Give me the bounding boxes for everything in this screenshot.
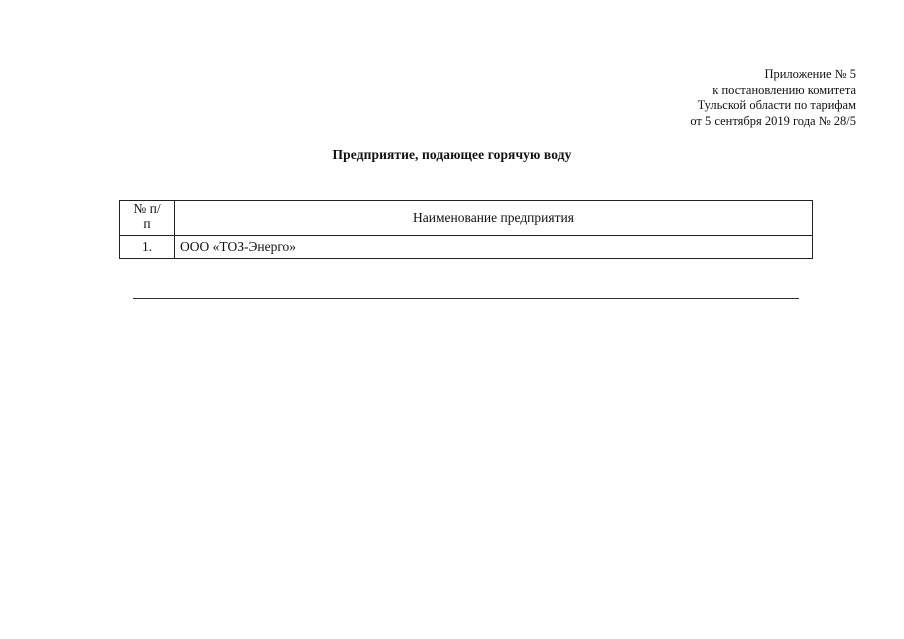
appendix-line-4: от 5 сентября 2019 года № 28/5 xyxy=(690,113,856,128)
enterprises-table xyxy=(119,200,813,259)
appendix-block xyxy=(690,67,856,129)
header-number-line-1: № п/ xyxy=(133,201,161,216)
appendix-line-3: Тульской области по тарифам xyxy=(697,98,856,112)
header-number-line-2: п xyxy=(143,216,151,231)
row-enterprise-name: ООО «ТОЗ-Энерго» xyxy=(175,236,813,259)
header-number xyxy=(120,201,175,236)
appendix-line-1: Приложение № 5 xyxy=(764,67,856,81)
header-enterprise-name: Наименование предприятия xyxy=(175,201,813,236)
table-header-row xyxy=(120,201,813,236)
document-title: Предприятие, подающее горячую воду xyxy=(332,147,572,162)
appendix-line-2: к постановлению комитета xyxy=(712,82,856,97)
closing-divider xyxy=(133,298,799,299)
table-row xyxy=(120,236,813,259)
row-number: 1. xyxy=(120,236,175,259)
